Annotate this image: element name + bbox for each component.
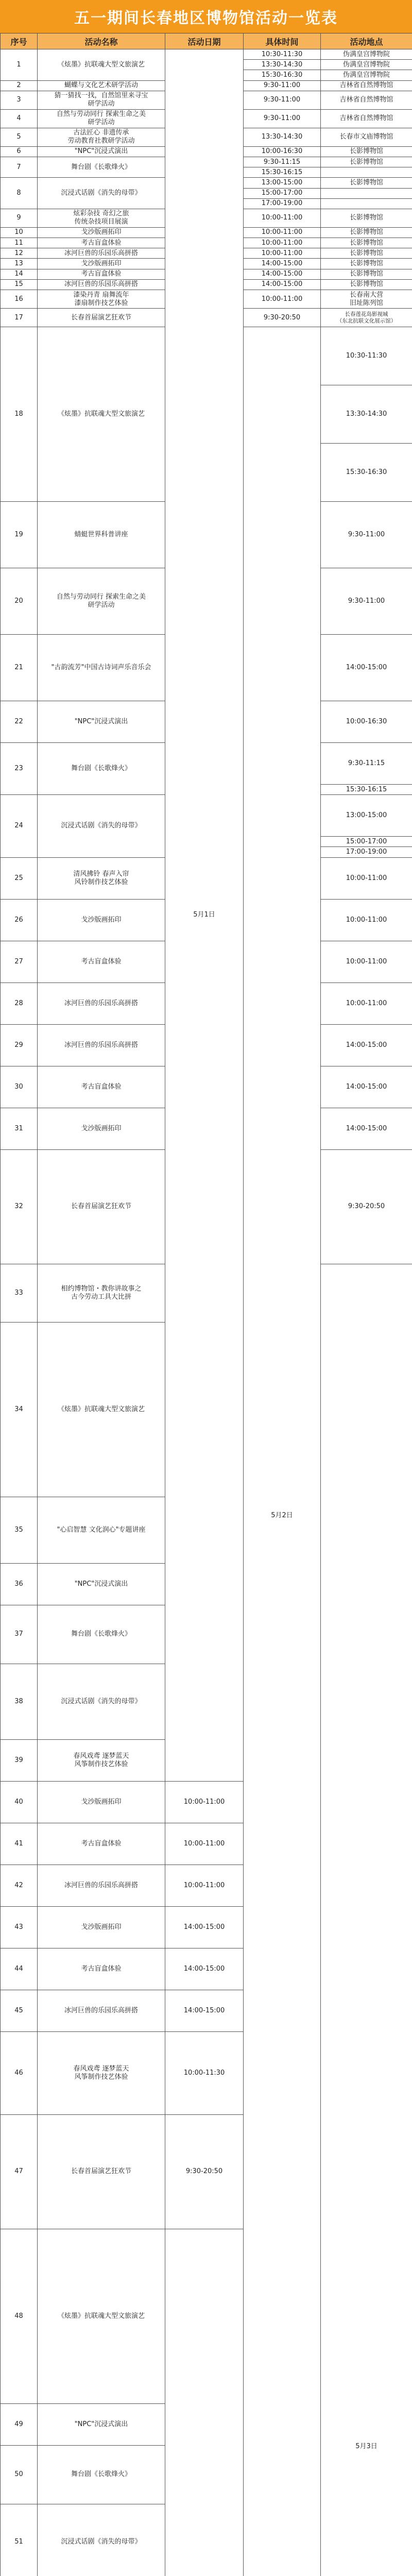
row-number: 12: [1, 248, 38, 259]
activity-name: 考古盲盒体验: [38, 941, 165, 982]
activity-name: 蝴蝶与文化艺术研学活动: [38, 80, 165, 91]
activity-time: 9:30-20:50: [165, 2114, 244, 2229]
activity-time: 9:30-11:00: [244, 80, 321, 91]
activity-name: 舞台剧《长歌烽火》: [38, 743, 165, 795]
row-number: 37: [1, 1605, 38, 1664]
row-number: 50: [1, 2445, 38, 2504]
activity-place: 长影博物馆: [321, 259, 412, 269]
activity-time: 14:00-15:00: [165, 1948, 244, 1990]
activity-name: "心启智慧 文化润心"专题讲座: [38, 1497, 165, 1563]
row-number: 22: [1, 701, 38, 743]
activity-time: 9:30-11:15: [321, 743, 412, 785]
activity-place: 长影博物馆: [321, 227, 412, 238]
activity-time: 9:30-11:00: [244, 91, 321, 109]
activity-time: 9:30-11:00: [321, 568, 412, 635]
row-number: 36: [1, 1563, 38, 1605]
activity-place: 长影博物馆: [321, 157, 412, 167]
table-row: [1, 49, 412, 60]
activity-name: 猜一猜找一找，自然馆里来寻宝 研学活动: [38, 91, 165, 109]
activity-name: "NPC"沉浸式演出: [38, 701, 165, 743]
header-time: 具体时间: [244, 33, 321, 49]
activity-time: 10:00-11:00: [244, 248, 321, 259]
activity-name: 清风拂铃 春声入帘 风铃制作技艺体验: [38, 857, 165, 899]
activity-time: 15:00-17:00: [321, 837, 412, 847]
activity-place: 长春南大营 旧址陈列馆: [321, 290, 412, 309]
activity-time: 10:00-11:00: [244, 238, 321, 248]
activity-time: 10:00-11:00: [321, 857, 412, 899]
activity-time: 14:00-15:00: [165, 1906, 244, 1948]
activity-name: 戈沙版画拓印: [38, 1108, 165, 1149]
row-number: 15: [1, 279, 38, 290]
row-number: 11: [1, 238, 38, 248]
row-number: 42: [1, 1865, 38, 1906]
activity-name: 考古盲盒体验: [38, 238, 165, 248]
row-number: 40: [1, 1781, 38, 1823]
row-number: 35: [1, 1497, 38, 1563]
activity-date: 5月2日: [244, 327, 321, 2576]
activity-name: 沉浸式话剧《消失的母带》: [38, 1664, 165, 1739]
activity-name: 考古盲盒体验: [38, 1823, 165, 1865]
row-number: 20: [1, 568, 38, 635]
activity-name: 蜻蜓世界科普讲座: [38, 502, 165, 568]
activity-time: 10:00-11:30: [165, 2031, 244, 2114]
row-number: 7: [1, 157, 38, 177]
row-number: 21: [1, 635, 38, 701]
row-number: 34: [1, 1322, 38, 1497]
activity-name: 漆染丹青 扇舞流年 漆扇制作技艺体验: [38, 290, 165, 309]
activity-time: 10:00-16:30: [244, 146, 321, 157]
activity-name: "NPC"沉浸式演出: [38, 1563, 165, 1605]
row-number: 38: [1, 1664, 38, 1739]
activity-name: 相约博物馆・教你讲故事之 古今劳动工具大比拼: [38, 1264, 165, 1322]
activity-time: 14:00-15:00: [244, 279, 321, 290]
activity-name: 沉浸式话剧《消失的母带》: [38, 2504, 165, 2576]
row-number: 4: [1, 109, 38, 128]
activity-place: [321, 198, 412, 209]
activity-name: 考古盲盒体验: [38, 1066, 165, 1108]
activity-time: 14:00-15:00: [244, 259, 321, 269]
activity-date: 5月3日: [321, 1264, 412, 2576]
row-number: 29: [1, 1024, 38, 1066]
activity-name: 冰河巨兽的乐园乐高拼搭: [38, 248, 165, 259]
activity-place: 长影博物馆: [321, 269, 412, 279]
activity-time: 9:30-11:15: [244, 157, 321, 167]
row-number: 39: [1, 1739, 38, 1781]
row-number: 44: [1, 1948, 38, 1990]
activity-time: 10:00-11:00: [244, 209, 321, 227]
row-number: 46: [1, 2031, 38, 2114]
activity-name: 戈沙版画拓印: [38, 259, 165, 269]
row-number: 33: [1, 1264, 38, 1322]
activity-time: 10:00-11:00: [244, 290, 321, 309]
activity-name: 冰河巨兽的乐园乐高拼搭: [38, 279, 165, 290]
activity-place: 长影博物馆: [321, 146, 412, 157]
row-number: 14: [1, 269, 38, 279]
activity-time: 10:00-11:00: [165, 1865, 244, 1906]
activity-name: "NPC"沉浸式演出: [38, 2403, 165, 2445]
table-header-row: [1, 33, 412, 49]
activity-time: 15:30-16:15: [244, 167, 321, 178]
row-number: 8: [1, 178, 38, 209]
activity-time: 15:00-17:00: [244, 188, 321, 198]
activity-name: 冰河巨兽的乐园乐高拼搭: [38, 1024, 165, 1066]
row-number: 32: [1, 1149, 38, 1264]
row-number: 16: [1, 290, 38, 309]
row-number: 10: [1, 227, 38, 238]
row-number: 31: [1, 1108, 38, 1149]
activity-place: 长影博物馆: [321, 279, 412, 290]
row-number: 27: [1, 941, 38, 982]
row-number: 13: [1, 259, 38, 269]
activity-name: 春风戏鸢 逐梦蓝天 风筝制作技艺体验: [38, 1739, 165, 1781]
activity-time: 13:30-14:30: [321, 385, 412, 444]
activity-time: 9:30-11:00: [321, 502, 412, 568]
activity-name: 沉浸式话剧《消失的母带》: [38, 178, 165, 209]
activity-place: [321, 167, 412, 178]
activity-time: 9:30-20:50: [321, 1149, 412, 1264]
row-number: 41: [1, 1823, 38, 1865]
header-place: 活动地点: [321, 33, 412, 49]
activity-time: 10:00-11:00: [321, 899, 412, 941]
row-number: 18: [1, 327, 38, 502]
activity-time: 15:30-16:30: [244, 70, 321, 80]
activity-name: 舞台剧《长歌烽火》: [38, 157, 165, 177]
activity-name: 冰河巨兽的乐园乐高拼搭: [38, 1990, 165, 2031]
activity-time: 13:30-14:30: [244, 128, 321, 146]
header-date: 活动日期: [165, 33, 244, 49]
activity-name: 戈沙版画拓印: [38, 1781, 165, 1823]
activity-name: 冰河巨兽的乐园乐高拼搭: [38, 1865, 165, 1906]
activity-name: 戈沙版画拓印: [38, 899, 165, 941]
activity-name: 考古盲盒体验: [38, 269, 165, 279]
activity-name: 古法匠心 非遗传承 劳动教育社教研学活动: [38, 128, 165, 146]
activity-place: 吉林省自然博物馆: [321, 91, 412, 109]
activity-name: 春风戏鸢 逐梦蓝天 风筝制作技艺体验: [38, 2031, 165, 2114]
row-number: 2: [1, 80, 38, 91]
activity-time: 14:00-15:00: [165, 1990, 244, 2031]
activity-place: 伪满皇宫博物院: [321, 49, 412, 60]
activity-name: 长春首届演艺狂欢节: [38, 1149, 165, 1264]
table-body: [1, 49, 412, 2576]
row-number: 45: [1, 1990, 38, 2031]
row-number: 17: [1, 309, 38, 327]
activity-time: 10:00-11:00: [165, 1823, 244, 1865]
row-number: 1: [1, 49, 38, 81]
activity-place: 长春莲花岛影视城 （东北抗联文化展示馆）: [321, 309, 412, 327]
activity-time: 14:00-15:00: [321, 1066, 412, 1108]
activity-name: 舞台剧《长歌烽火》: [38, 1605, 165, 1664]
activity-name: 《炫墨》抗联魂大型文旅演艺: [38, 327, 165, 502]
activity-time: 10:00-11:00: [165, 1781, 244, 1823]
activity-time: 13:00-15:00: [244, 178, 321, 188]
row-number: 3: [1, 91, 38, 109]
activity-time: 15:30-16:30: [321, 444, 412, 502]
row-number: 23: [1, 743, 38, 795]
activity-place: 伪满皇宫博物院: [321, 60, 412, 70]
activity-time: 10:00-11:00: [321, 982, 412, 1024]
activity-place: 长影博物馆: [321, 178, 412, 188]
activity-time: 10:00-16:30: [321, 701, 412, 743]
activity-date: [165, 2229, 244, 2576]
activity-name: "NPC"沉浸式演出: [38, 146, 165, 157]
activity-time: 17:00-19:00: [244, 198, 321, 209]
activity-time: 17:00-19:00: [321, 847, 412, 857]
activity-place: 长影博物馆: [321, 209, 412, 227]
activity-name: 炫彩杂技 奇幻之旅 传统杂技项目展演: [38, 209, 165, 227]
activity-time: 9:30-20:50: [244, 309, 321, 327]
activity-name: 考古盲盒体验: [38, 1948, 165, 1990]
activity-name: "古韵流芳"中国古诗词声乐音乐会: [38, 635, 165, 701]
activity-name: 《炫墨》抗联魂大型文旅演艺: [38, 2229, 165, 2403]
row-number: 30: [1, 1066, 38, 1108]
activity-time: 10:00-11:00: [321, 941, 412, 982]
activity-name: 长春首届演艺狂欢节: [38, 2114, 165, 2229]
activity-time: 14:00-15:00: [244, 269, 321, 279]
activity-place: 长春市文庙博物馆: [321, 128, 412, 146]
row-number: 24: [1, 795, 38, 857]
row-number: 5: [1, 128, 38, 146]
activity-time: 13:30-14:30: [244, 60, 321, 70]
row-number: 19: [1, 502, 38, 568]
activity-time: 14:00-15:00: [321, 635, 412, 701]
row-number: 47: [1, 2114, 38, 2229]
activity-time: 13:00-15:00: [321, 795, 412, 837]
activity-table: [0, 33, 412, 2576]
row-number: 48: [1, 2229, 38, 2403]
row-number: 43: [1, 1906, 38, 1948]
activity-name: 沉浸式话剧《消失的母带》: [38, 795, 165, 857]
activity-place: 长影博物馆: [321, 248, 412, 259]
activity-name: 冰河巨兽的乐园乐高拼搭: [38, 982, 165, 1024]
activity-name: 舞台剧《长歌烽火》: [38, 2445, 165, 2504]
activity-time: 14:00-15:00: [321, 1108, 412, 1149]
activity-name: 自然与劳动同行 探索生命之美 研学活动: [38, 568, 165, 635]
activity-time: 10:30-11:30: [321, 327, 412, 385]
row-number: 6: [1, 146, 38, 157]
activity-name: 长春首届演艺狂欢节: [38, 309, 165, 327]
activity-name: 戈沙版画拓印: [38, 1906, 165, 1948]
activity-place: 吉林省自然博物馆: [321, 109, 412, 128]
activity-name: 戈沙版画拓印: [38, 227, 165, 238]
activity-name: 自然与劳动同行 探索生命之美 研学活动: [38, 109, 165, 128]
activity-time: 9:30-11:00: [244, 109, 321, 128]
activity-place: [321, 188, 412, 198]
row-number: 26: [1, 899, 38, 941]
activity-time: 15:30-16:15: [321, 785, 412, 795]
row-number: 25: [1, 857, 38, 899]
activity-name: 《炫墨》抗联魂大型文旅演艺: [38, 1322, 165, 1497]
activity-time: 14:00-15:00: [321, 1024, 412, 1066]
activity-place: 伪满皇宫博物院: [321, 70, 412, 80]
activity-name: 《炫墨》抗联魂大型文旅演艺: [38, 49, 165, 81]
header-no: 序号: [1, 33, 38, 49]
activity-time: 10:00-11:00: [244, 227, 321, 238]
activity-place: 吉林省自然博物馆: [321, 80, 412, 91]
row-number: 49: [1, 2403, 38, 2445]
row-number: 9: [1, 209, 38, 227]
page-title: 五一期间长春地区博物馆活动一览表: [0, 0, 412, 33]
activity-date: 5月1日: [165, 49, 244, 1782]
row-number: 28: [1, 982, 38, 1024]
header-name: 活动名称: [38, 33, 165, 49]
activity-time: 10:30-11:30: [244, 49, 321, 60]
activity-place: 长影博物馆: [321, 238, 412, 248]
row-number: 51: [1, 2504, 38, 2576]
